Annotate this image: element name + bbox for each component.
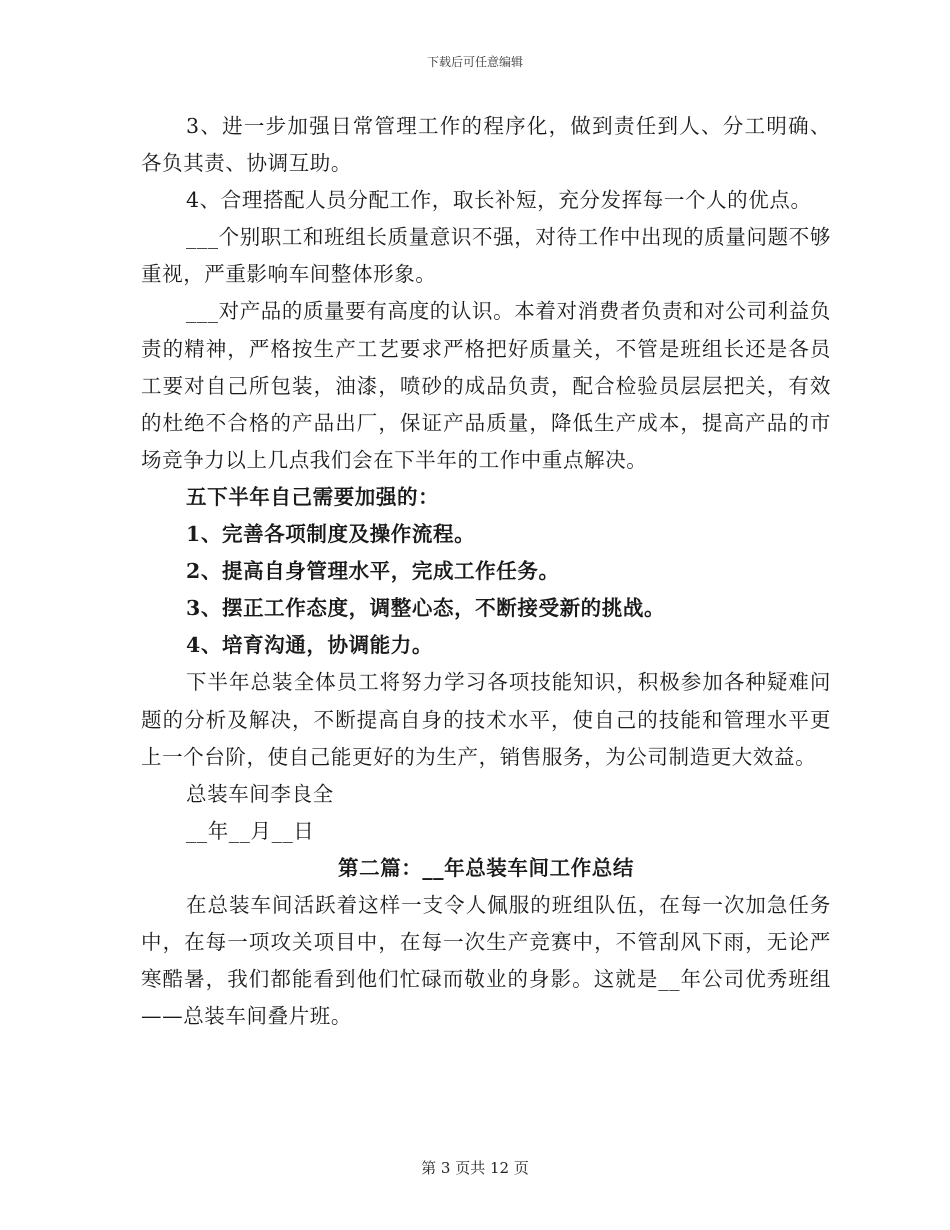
chapter-title: 第二篇：__年总装车间工作总结 bbox=[338, 855, 634, 880]
improvement-item-4: 4、培育沟通，协调能力。 bbox=[186, 633, 433, 658]
paragraph-second-half-plan: 下半年总装全体员工将努力学习各项技能知识，积极参加各种疑难问题的分析及解决，不断提高自身的技术水平，使自己的技能和管理水平更上一个台阶，使自己能更好的为生产，销售服务，为公司制造更大效益。 bbox=[141, 670, 831, 769]
paragraph-item-4: 4、合理搭配人员分配工作，取长补短，充分发挥每一个人的优点。 bbox=[186, 188, 812, 213]
paragraph-item-3: 3、进一步加强日常管理工作的程序化，做到责任到人、分工明确、各负其责、协调互助。 bbox=[141, 114, 831, 176]
improvement-item-1: 1、完善各项制度及操作流程。 bbox=[186, 522, 476, 547]
signature-author: 总装车间李良全 bbox=[186, 781, 334, 806]
page-footer: 第 3 页共 12 页 bbox=[421, 1159, 529, 1177]
paragraph-team-intro: 在总装车间活跃着这样一支令人佩服的班组队伍，在每一次加急任务中，在每一项攻关项目中，在每一次生产竞赛中，不管刮风下雨，无论严寒酷暑，我们都能看到他们忙碌而敬业的身影。这就是__年公司优秀班组——总装车间叠片班。 bbox=[141, 892, 831, 1029]
section-heading-improvements: 五下半年自己需要加强的： bbox=[186, 484, 440, 509]
signature-date: __年__月__日 bbox=[186, 818, 315, 843]
improvement-item-3: 3、摆正工作态度，调整心态，不断接受新的挑战。 bbox=[186, 596, 666, 621]
page-header: 下载后可任意编辑 bbox=[426, 55, 523, 69]
paragraph-quality-requirements: ___对产品的质量要有高度的认识。本着对消费者负责和对公司利益负责的精神，严格按生产工艺要求严格把好质量关，不管是班组长还是各员工要对自己所包装，油漆，喷砂的成品负责，配合检验员层层把关，有效的杜绝不合格的产品出厂，保证产品质量，降低生产成本，提高产品的市场竞争力以上几点我们会在下半年的工作中重点解决。 bbox=[141, 299, 831, 472]
document-body bbox=[141, 108, 831, 1035]
paragraph-quality-awareness: ___个别职工和班组长质量意识不强，对待工作中出现的质量问题不够重视，严重影响车间整体形象。 bbox=[141, 225, 831, 287]
improvement-item-2: 2、提高自身管理水平，完成工作任务。 bbox=[186, 559, 560, 584]
